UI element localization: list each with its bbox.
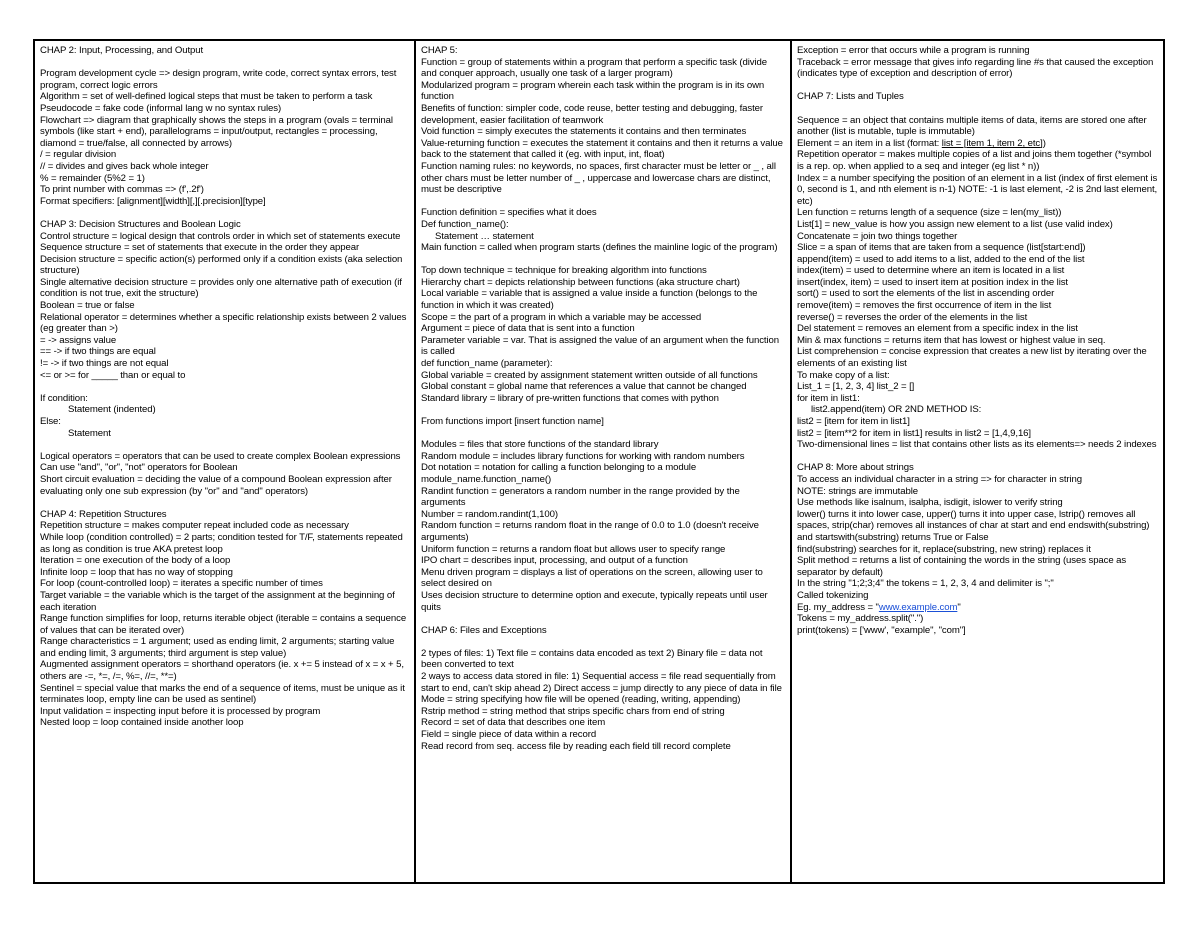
note-line: Hierarchy chart = depicts relationship between functions (aka structure chart) bbox=[421, 276, 740, 288]
note-line: sort() = used to sort the elements of the list in ascending order bbox=[797, 288, 1055, 300]
note-line: Nested loop = loop contained inside another loop bbox=[40, 717, 244, 729]
note-line: Statement (indented) bbox=[68, 404, 156, 416]
note-line: find(substring) searches for it, replace(substring, new string) replaces it bbox=[797, 543, 1091, 555]
note-line: list2 = [item**2 for item in list1] results in list2 = [1,4,9,16] bbox=[797, 427, 1031, 439]
section-exceptions-lists bbox=[797, 45, 1158, 138]
element-format-underlined: list = [item 1, item 2, etc] bbox=[941, 137, 1043, 149]
blank-line bbox=[421, 636, 785, 648]
note-line: Two-dimensional lines = list that contains other lists as its elements=> needs 2 indexes bbox=[797, 439, 1157, 451]
note-line: = -> assigns value bbox=[40, 334, 117, 346]
note-line: Top down technique = technique for breaking algorithm into functions bbox=[421, 265, 707, 277]
note-line: Random module = includes library functions for working with random numbers bbox=[421, 450, 745, 462]
note-line: def function_name (parameter): bbox=[421, 358, 553, 370]
blank-line bbox=[421, 196, 785, 208]
note-line: Local variable = variable that is assigned a value inside a function (belongs to the function in which it was created) bbox=[421, 288, 758, 312]
note-line: Parameter variable = var. That is assigned the value of an argument when the function is called bbox=[421, 334, 779, 358]
note-line: Can use "and", "or", "not" operators for Boolean bbox=[40, 462, 238, 474]
example-address-line bbox=[797, 602, 1158, 614]
note-line: Benefits of function: simpler code, code reuse, better testing and debugging, faster development, easier facilitation of teamwork bbox=[421, 102, 763, 126]
note-line: Number = random.randint(1,100) bbox=[421, 508, 558, 520]
note-line: To make copy of a list: bbox=[797, 369, 890, 381]
note-line: Slice = a span of items that are taken from a sequence (list[start:end]) bbox=[797, 242, 1086, 254]
note-line: Scope = the part of a program in which a variable may be accessed bbox=[421, 311, 702, 323]
note-line: Repetition structure = makes computer repeat included code as necessary bbox=[40, 520, 349, 532]
note-line: Mode = string specifying how file will be opened (reading, writing, appending) bbox=[421, 694, 741, 706]
note-line: Program development cycle => design program, write code, correct syntax errors, test program, correct logic errors bbox=[40, 68, 397, 91]
blank-line bbox=[797, 451, 1158, 463]
note-line: Flowchart => diagram that graphically shows the steps in a program (ovals = terminal symbols (like start + end), parallelograms = input/output, rectangles = processing, diamond = true/false, all connected by arrows) bbox=[40, 114, 393, 149]
note-line: IPO chart = describes input, processing, and output of a function bbox=[421, 555, 688, 567]
note-line: In the string "1;2;3;4" the tokens = 1, 2, 3, 4 and delimiter is ";" bbox=[797, 578, 1054, 590]
note-line: Called tokenizing bbox=[797, 589, 869, 601]
note-line: == -> if two things are equal bbox=[40, 346, 156, 358]
note-line: Format specifiers: [alignment][width][,][.precision][type] bbox=[40, 195, 266, 207]
blank-line bbox=[40, 439, 409, 451]
note-line: Read record from seq. access file by reading each field till record complete bbox=[421, 740, 731, 752]
note-line: remove(item) = removes the first occurrence of item in the list bbox=[797, 300, 1052, 312]
note-line: lower() turns it into lower case, upper() turns it into upper case, lstrip() removes all spaces, strip(char) removes all instances of char at start and end endswith(substring) and startswith(substring) returns True or False bbox=[797, 508, 1150, 543]
blank-line bbox=[421, 254, 785, 266]
note-line: // = divides and gives back whole integer bbox=[40, 160, 209, 172]
note-line: Tokens = my_address.split(".") bbox=[797, 613, 924, 625]
note-line: List_1 = [1, 2, 3, 4] list_2 = [] bbox=[797, 381, 915, 393]
note-line: Sentinel = special value that marks the end of a sequence of items, must be unique as it terminates loop, empty line can be used as sentinel) bbox=[40, 682, 405, 706]
note-line: / = regular division bbox=[40, 149, 117, 161]
note-line: CHAP 5: bbox=[421, 45, 458, 56]
note-line: Iteration = one execution of the body of a loop bbox=[40, 555, 231, 567]
note-line: Target variable = the variable which is the target of the assignment at the beginning of each iteration bbox=[40, 589, 395, 613]
note-line: Pseudocode = fake code (informal lang w no syntax rules) bbox=[40, 102, 282, 114]
note-line: CHAP 7: Lists and Tuples bbox=[797, 91, 904, 103]
note-line: To print number with commas => (f',.2f') bbox=[40, 184, 204, 196]
column-chap-6-8 bbox=[790, 41, 1163, 882]
note-line: insert(index, item) = used to insert item at position index in the list bbox=[797, 276, 1068, 288]
note-line: Function naming rules: no keywords, no spaces, first character must be letter or _ , all other chars must be letter number of _ , uppercase and lowercase chars are distinct, must be descriptive bbox=[421, 160, 776, 196]
note-line: Record = set of data that describes one item bbox=[421, 717, 606, 729]
blank-line bbox=[40, 497, 409, 509]
note-line: CHAP 2: Input, Processing, and Output bbox=[40, 45, 204, 56]
note-line: CHAP 8: More about strings bbox=[797, 462, 914, 474]
note-line: Boolean = true or false bbox=[40, 300, 135, 312]
note-line: Use methods like isalnum, isalpha, isdigit, islower to verify string bbox=[797, 497, 1063, 509]
blank-line bbox=[797, 80, 1158, 92]
note-line: Uses decision structure to determine option and execute, typically repeats until user quits bbox=[421, 589, 768, 613]
note-line: Exception = error that occurs while a program is running bbox=[797, 45, 1030, 56]
note-line: For loop (count-controlled loop) = iterates a specific number of times bbox=[40, 578, 323, 590]
note-line: index(item) = used to determine where an item is located in a list bbox=[797, 265, 1065, 277]
note-line: NOTE: strings are immutable bbox=[797, 485, 918, 497]
note-line: Sequence structure = set of statements that execute in the order they appear bbox=[40, 242, 360, 254]
blank-line bbox=[40, 381, 409, 393]
note-line: Global variable = created by assignment statement written outside of all functions bbox=[421, 369, 758, 381]
note-line: reverse() = reverses the order of the elements in the list bbox=[797, 311, 1028, 323]
note-line: append(item) = used to add items to a list, added to the end of the list bbox=[797, 253, 1085, 265]
note-line: Relational operator = determines whether a specific relationship exists between 2 values (eg greater than >) bbox=[40, 311, 407, 335]
note-line: Function = group of statements within a program that perform a specific task (divide and conquer approach, usually one task of a larger program) bbox=[421, 56, 767, 80]
note-line: Split method = returns a list of containing the words in the string (uses space as separator by default) bbox=[797, 555, 1127, 578]
note-line: Random function = returns random float in the range of 0.0 to 1.0 (doesn't receive arguments) bbox=[421, 520, 759, 543]
element-definition-text: Element = an item in a list (format: bbox=[797, 137, 942, 149]
note-line: Short circuit evaluation = deciding the value of a compound Boolean expression after evaluating only one sub expression (by "or" and "and" operators) bbox=[40, 473, 392, 497]
section-lists-strings bbox=[797, 149, 1158, 601]
note-line: Logical operators = operators that can be used to create complex Boolean expressions bbox=[40, 450, 401, 462]
note-line: CHAP 3: Decision Structures and Boolean Logic bbox=[40, 218, 241, 230]
note-line: Input validation = inspecting input before it is processed by program bbox=[40, 705, 321, 717]
blank-line bbox=[40, 207, 409, 219]
section-tokens bbox=[797, 613, 1158, 636]
note-line: Value-returning function = executes the statement it contains and then it returns a value back to the statement that called it (eg. with input, int, float) bbox=[421, 137, 783, 161]
note-line: Modules = files that store functions of the standard library bbox=[421, 439, 659, 451]
blank-line bbox=[797, 103, 1158, 115]
example-address-prefix: Eg. my_address = " bbox=[797, 601, 879, 613]
note-line: Statement bbox=[68, 427, 111, 439]
note-line: <= or >= for _____ than or equal to bbox=[40, 369, 186, 381]
note-line: CHAP 4: Repetition Structures bbox=[40, 508, 167, 520]
note-line: Randint function = generators a random number in the range provided by the arguments bbox=[421, 485, 740, 509]
note-line: Traceback = error message that gives info regarding line #s that caused the exception (indicates type of exception and description of error) bbox=[797, 56, 1154, 80]
note-line: Control structure = logical design that controls order in which set of statements execute bbox=[40, 230, 401, 242]
column-chap-5-6 bbox=[414, 41, 790, 882]
note-line: Else: bbox=[40, 416, 61, 427]
note-line: Standard library = library of pre-written functions that comes with python bbox=[421, 392, 719, 404]
note-line: 2 types of files: 1) Text file = contains data encoded as text 2) Binary file = data not been converted to text bbox=[421, 647, 763, 671]
note-line: print(tokens) = ['www', "example", "com"] bbox=[797, 624, 966, 636]
note-line: Augmented assignment operators = shorthand operators (ie. x += 5 instead of x = x + 5, others are -=, *=, /=, %=, //=, **=) bbox=[40, 659, 404, 683]
note-line: Decision structure = specific action(s) performed only if a condition exists (aka selection structure) bbox=[40, 253, 403, 277]
note-line: Range function simplifies for loop, returns iterable object (iterable = contains a sequence of values that can be iterated over) bbox=[40, 613, 407, 636]
note-line: Rstrip method = string method that strips specific chars from end of string bbox=[421, 705, 725, 717]
note-line: CHAP 6: Files and Exceptions bbox=[421, 624, 547, 636]
note-line: Repetition operator = makes multiple copies of a list and joins them together (*symbol is a rep. op. when applied to a seq and integer (eg list * n)) bbox=[797, 149, 1152, 172]
note-line: 2 ways to access data stored in file: 1) Sequential access = file read sequentially from start to end, can't skip ahead 2) Direct access = jump directly to any piece of data in file bbox=[421, 671, 782, 694]
blank-line bbox=[421, 428, 785, 440]
note-line: If condition: bbox=[40, 392, 88, 404]
note-line: Min & max functions = returns item that has lowest or highest value in seq. bbox=[797, 334, 1106, 346]
blank-line bbox=[421, 404, 785, 416]
blank-line bbox=[40, 57, 409, 69]
note-line: list2 = [item for item in list1] bbox=[797, 416, 910, 427]
note-line: Global constant = global name that references a value that cannot be changed bbox=[421, 381, 747, 393]
note-line: % = remainder (5%2 = 1) bbox=[40, 172, 145, 184]
note-line: Menu driven program = displays a list of operations on the screen, allowing user to select desired on bbox=[421, 566, 763, 590]
note-line: Sequence = an object that contains multiple items of data, items are stored one after another (list is mutable, tuple is immutable) bbox=[797, 114, 1147, 138]
example-address-suffix: " bbox=[957, 601, 961, 613]
note-line: Void function = simply executes the statements it contains and then terminates bbox=[421, 126, 747, 138]
note-line: Range characteristics = 1 argument; used as ending limit, 2 arguments; starting value and ending limit, 3 arguments; third argument is step value) bbox=[40, 636, 395, 659]
note-line: Infinite loop = loop that has no way of stopping bbox=[40, 566, 233, 578]
note-line: Algorithm = set of well-defined logical steps that must be taken to perform a task bbox=[40, 91, 373, 103]
note-line: From functions import [insert function name] bbox=[421, 416, 604, 427]
note-line: Argument = piece of data that is sent into a function bbox=[421, 323, 635, 335]
note-line: Field = single piece of data within a record bbox=[421, 729, 597, 741]
note-line: Index = a number specifying the position of an element in a list (index of first element is 0, second is 1, and nth element is n-1) NOTE: -1 is last element, -2 is 2nd last element, etc) bbox=[797, 172, 1158, 207]
note-line: List comprehension = concise expression that creates a new list by iterating over the elements of an existing list bbox=[797, 346, 1147, 370]
blank-line bbox=[421, 613, 785, 625]
example-link[interactable]: www.example.com bbox=[878, 601, 958, 613]
column-chap-2-4 bbox=[35, 41, 414, 882]
note-line: Uniform function = returns a random float but allows user to specify range bbox=[421, 543, 726, 555]
note-line: Del statement = removes an element from a specific index in the list bbox=[797, 323, 1078, 335]
note-line: List[1] = new_value is how you assign new element to a list (use valid index) bbox=[797, 218, 1113, 230]
note-line: for item in list1: bbox=[797, 392, 860, 404]
note-line: Main function = called when program starts (defines the mainline logic of the program) bbox=[421, 242, 778, 254]
note-line: Concatenate = join two things together bbox=[797, 230, 958, 242]
note-line: To access an individual character in a string => for character in string bbox=[797, 473, 1083, 485]
note-line: list2.append(item) OR 2ND METHOD IS: bbox=[811, 404, 982, 416]
notes-sheet bbox=[33, 39, 1165, 884]
note-line: != -> if two things are not equal bbox=[40, 358, 169, 370]
note-line: Def function_name(): bbox=[421, 218, 509, 230]
note-line: Function definition = specifies what it does bbox=[421, 207, 597, 219]
note-line: Len function = returns length of a sequence (size = len(my_list)) bbox=[797, 207, 1062, 219]
note-line: Single alternative decision structure = provides only one alternative path of execution (if condition is not true, exit the structure) bbox=[40, 276, 402, 300]
note-line: Statement … statement bbox=[435, 230, 534, 242]
note-line: Modularized program = program wherein each task within the program is in its own function bbox=[421, 79, 765, 103]
element-definition-line: Element = an item in a list (format: list = [item 1, item 2, etc]) bbox=[797, 137, 1046, 149]
note-line: Dot notation = notation for calling a function belonging to a module module_name.function_name() bbox=[421, 462, 697, 485]
note-line: While loop (condition controlled) = 2 parts; condition tested for T/F, statements repeated as long as condition is true AKA pretest loop bbox=[40, 531, 403, 555]
